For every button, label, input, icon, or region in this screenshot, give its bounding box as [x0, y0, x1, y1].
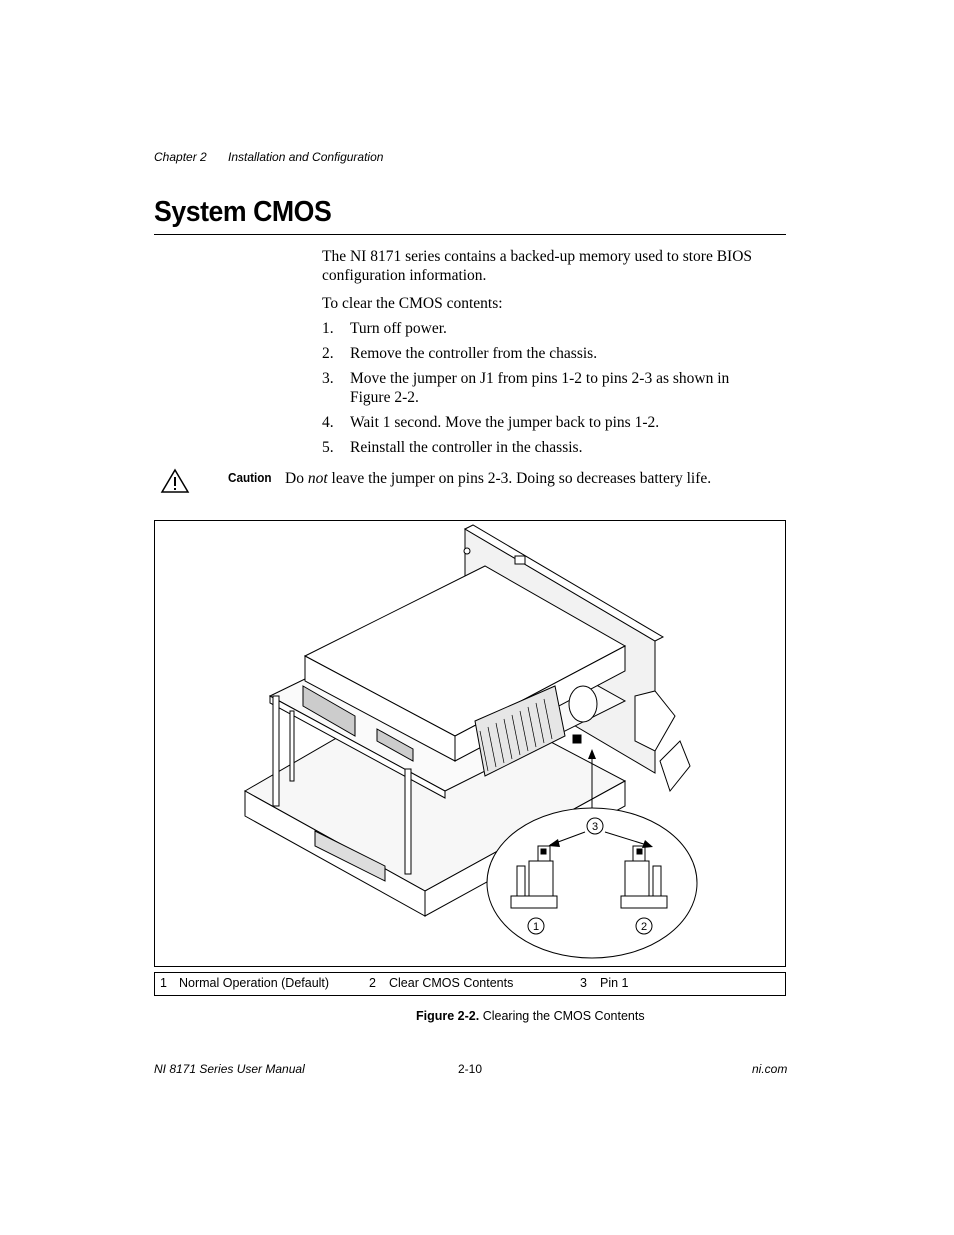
step-text: Move the jumper on J1 from pins 1-2 to pins 2-3 as shown in Figure 2-2.: [350, 370, 730, 406]
title-rule: [154, 234, 786, 235]
figure-caption: [416, 1009, 645, 1023]
step-number: 3.: [322, 370, 334, 387]
footer-manual-title: NI 8171 Series User Manual: [154, 1062, 305, 1076]
running-header-chapter: Chapter 2: [154, 150, 207, 164]
footer-site: ni.com: [752, 1062, 788, 1076]
step-number: 1.: [322, 320, 334, 337]
legend-number: 1: [160, 976, 167, 990]
caution-text-pre: Do: [285, 470, 304, 487]
step-number: 5.: [322, 439, 334, 456]
callout-1-label: 1: [532, 921, 540, 933]
callout-2-label: 2: [640, 921, 648, 933]
caution-text-emphasis: not: [307, 470, 328, 487]
figure-caption-label: Figure 2-2.: [416, 1009, 480, 1023]
caution-text: [285, 469, 711, 488]
step-text: Reinstall the controller in the chassis.: [350, 439, 583, 456]
legend-number: 2: [369, 976, 376, 990]
callout-3-label: 3: [591, 821, 599, 833]
legend-text: Clear CMOS Contents: [389, 976, 514, 990]
legend-text: Normal Operation (Default): [179, 976, 330, 990]
caution-text-post: leave the jumper on pins 2-3. Doing so decreases battery life.: [331, 470, 712, 487]
legend-text: Pin 1: [600, 976, 629, 990]
step-number: 4.: [322, 414, 334, 431]
running-header-section: Installation and Configuration: [228, 150, 384, 164]
intro-paragraph: The NI 8171 series contains a backed-up memory used to store BIOS configuration information.: [322, 248, 753, 284]
footer-page-number: 2-10: [458, 1062, 483, 1076]
step-number: 2.: [322, 345, 334, 362]
legend-number: 3: [580, 976, 587, 990]
step-text: Remove the controller from the chassis.: [350, 345, 598, 362]
step-text: Wait 1 second. Move the jumper back to pins 1-2.: [350, 414, 660, 431]
lead-paragraph: To clear the CMOS contents:: [322, 295, 503, 312]
figure-frame: [154, 520, 786, 967]
figure-legend: [154, 972, 786, 996]
controller-illustration: [155, 521, 785, 966]
caution-icon: [160, 468, 190, 494]
step-text: Turn off power.: [350, 320, 447, 337]
figure-caption-text: Clearing the CMOS Contents: [482, 1009, 645, 1023]
page-title: System CMOS: [154, 196, 332, 228]
caution-label: Caution: [228, 470, 272, 485]
